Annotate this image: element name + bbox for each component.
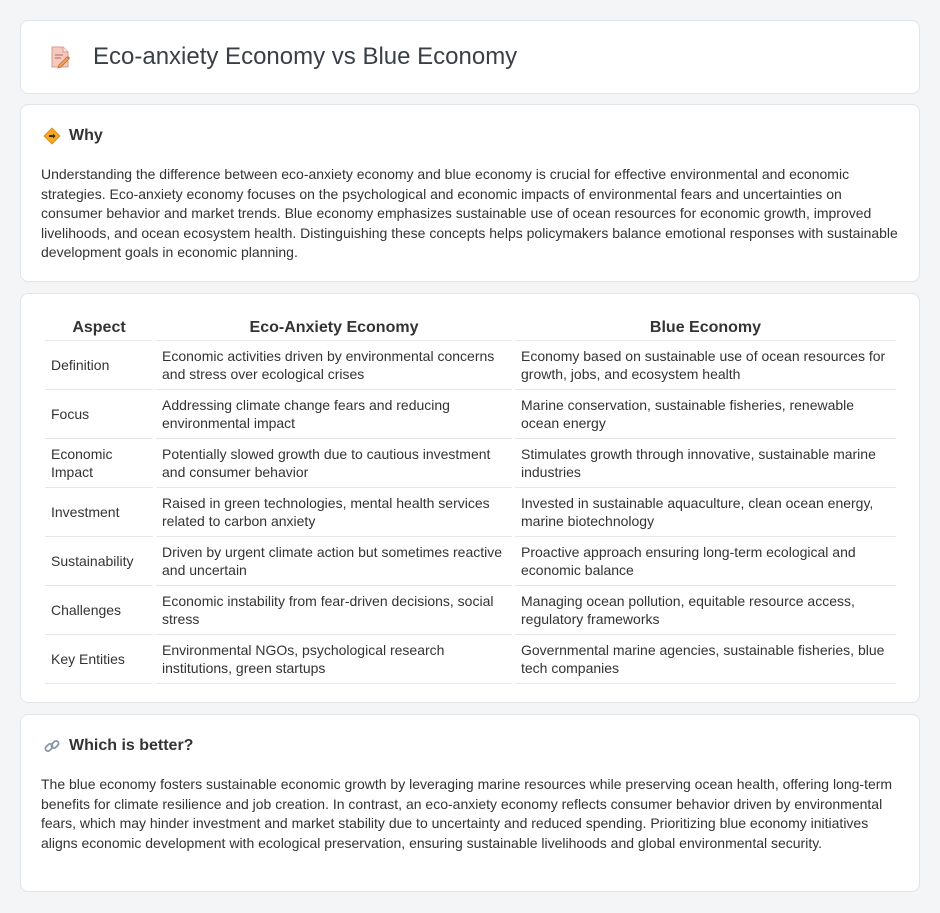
page-title: Eco-anxiety Economy vs Blue Economy [93, 43, 518, 70]
road-sign-icon [43, 127, 61, 145]
header-blue-economy: Blue Economy [515, 313, 896, 341]
blue-economy-cell: Invested in sustainable aquaculture, clean ocean energy, marine biotechnology [515, 488, 896, 537]
which-is-better-body: The blue economy fosters sustainable economic growth by leveraging marine resources while preserving ocean health, offering long-term benefits for climate resilience and job creation. In contrast, an eco-anxiety economy reflects consumer behavior driven by environmental fears, which may hinder investment and market stability due to uncertainty and reduced spending. Prioritizing blue economy initiatives aligns economic development with ecological preservation, ensuring sustainable livelihoods and global environmental security. [41, 776, 893, 851]
why-section [20, 104, 920, 282]
aspect-cell: Investment [45, 488, 153, 537]
eco-anxiety-cell: Raised in green technologies, mental health services related to carbon anxiety [156, 488, 512, 537]
table-header-row [45, 313, 896, 341]
eco-anxiety-cell: Environmental NGOs, psychological research institutions, green startups [156, 635, 512, 684]
document-pencil-icon [47, 44, 73, 70]
eco-anxiety-cell: Economic activities driven by environmental concerns and stress over ecological crises [156, 341, 512, 390]
table-row [45, 586, 896, 635]
table-row [45, 635, 896, 684]
blue-economy-cell: Economy based on sustainable use of ocean resources for growth, jobs, and ecosystem health [515, 341, 896, 390]
table-row [45, 439, 896, 488]
why-title: Why [69, 127, 103, 144]
header-aspect: Aspect [45, 313, 153, 341]
blue-economy-cell: Marine conservation, sustainable fisheries, renewable ocean energy [515, 390, 896, 439]
blue-economy-cell: Managing ocean pollution, equitable resource access, regulatory frameworks [515, 586, 896, 635]
which-is-better-section [20, 714, 920, 892]
table-row [45, 390, 896, 439]
eco-anxiety-cell: Addressing climate change fears and reducing environmental impact [156, 390, 512, 439]
table-row [45, 537, 896, 586]
aspect-cell: Definition [45, 341, 153, 390]
header-card [20, 20, 920, 94]
comparison-table-card [20, 293, 920, 703]
aspect-cell: Focus [45, 390, 153, 439]
link-icon [43, 737, 61, 755]
table-row [45, 488, 896, 537]
eco-anxiety-cell: Driven by urgent climate action but sometimes reactive and uncertain [156, 537, 512, 586]
aspect-cell: Economic Impact [45, 439, 153, 488]
table-row [45, 341, 896, 390]
header-eco-anxiety: Eco-Anxiety Economy [156, 313, 512, 341]
aspect-cell: Challenges [45, 586, 153, 635]
eco-anxiety-cell: Potentially slowed growth due to cautious investment and consumer behavior [156, 439, 512, 488]
blue-economy-cell: Stimulates growth through innovative, sustainable marine industries [515, 439, 896, 488]
comparison-table [42, 313, 899, 684]
which-is-better-title: Which is better? [69, 737, 194, 754]
blue-economy-cell: Governmental marine agencies, sustainable fisheries, blue tech companies [515, 635, 896, 684]
blue-economy-cell: Proactive approach ensuring long-term ecological and economic balance [515, 537, 896, 586]
aspect-cell: Sustainability [45, 537, 153, 586]
aspect-cell: Key Entities [45, 635, 153, 684]
eco-anxiety-cell: Economic instability from fear-driven decisions, social stress [156, 586, 512, 635]
why-body: Understanding the difference between eco-anxiety economy and blue economy is crucial for effective environmental and economic strategies. Eco-anxiety economy focuses on the psychological and economic impacts of environmental fears and uncertainties on consumer behavior and market trends. Blue economy emphasizes sustainable use of ocean resources for economic growth, improved livelihoods, and ocean ecosystem health. Distinguishing these concepts helps policymakers balance emotional responses with sustainable development goals in economic planning. [41, 166, 898, 261]
